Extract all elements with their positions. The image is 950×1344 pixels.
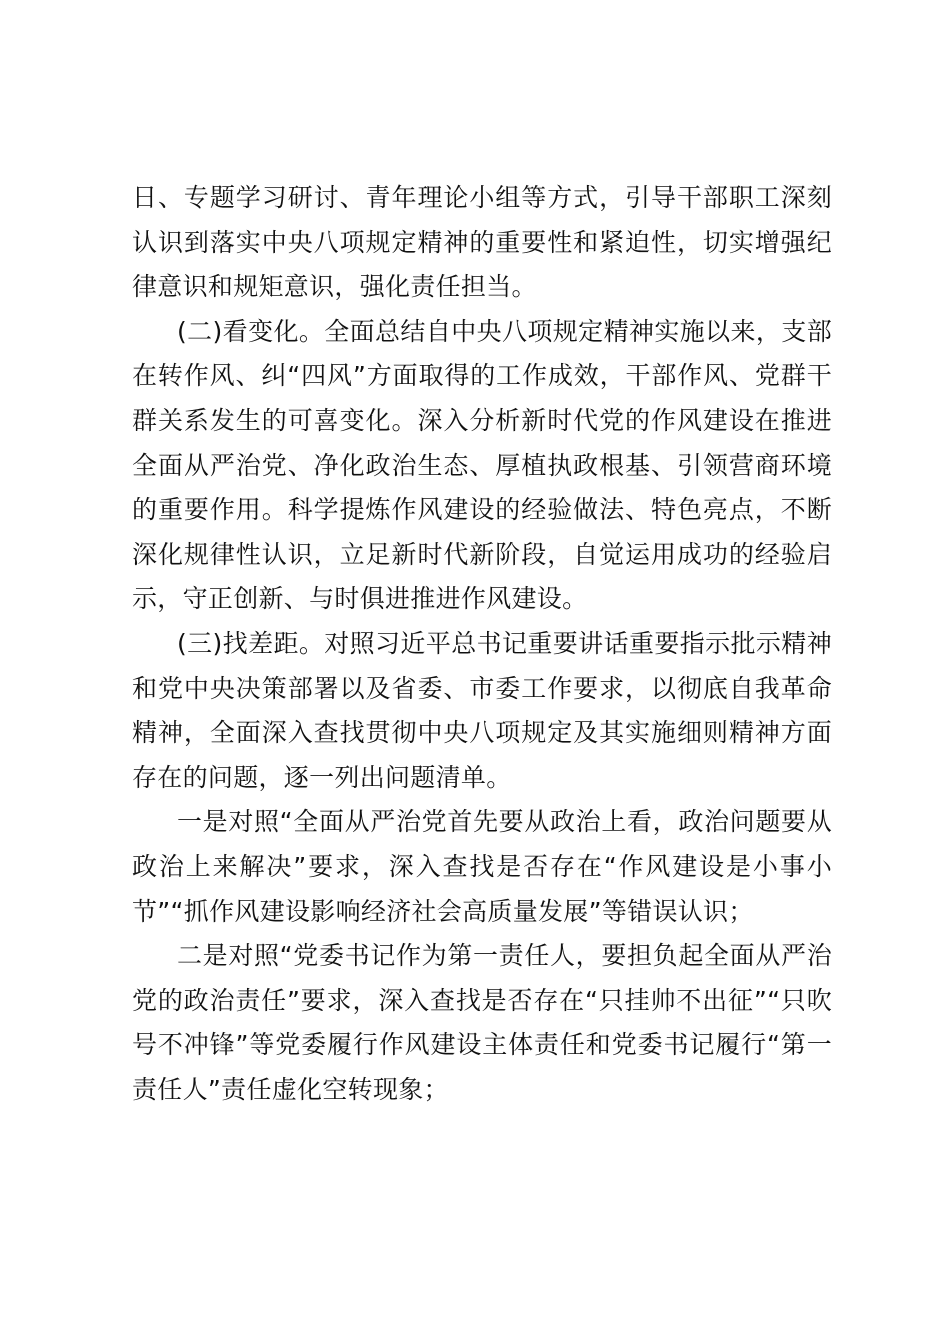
paragraph-section-2: (二)看变化。全面总结自中央八项规定精神实施以来，支部在转作风、纠“四风”方面取得的工作成效，干部作风、党群干群关系发生的可喜变化。深入分析新时代党的作风建设在推进全面从严治党、净化政治生态、厚植执政根基、引领营商环境的重要作用。科学提炼作风建设的经验做法、特色亮点，不断深化规律性认识，立足新时代新阶段，自觉运用成功的经验启示，守正创新、与时俱进推进作风建设。: [132, 316, 832, 614]
paragraph-item-2: 二是对照“党委书记作为第一责任人，要担负起全面从严治党的政治责任”要求，深入查找是否存在“只挂帅不出征”“只吹号不冲锋”等党委履行作风建设主体责任和党委书记履行“第一责任人”责任虚化空转现象；: [132, 941, 832, 1104]
paragraph-continuation: 日、专题学习研讨、青年理论小组等方式，引导干部职工深刻认识到落实中央八项规定精神的重要性和紧迫性，切实增强纪律意识和规矩意识，强化责任担当。: [132, 183, 832, 302]
paragraph-section-3: (三)找差距。对照习近平总书记重要讲话重要指示批示精神和党中央决策部署以及省委、市委工作要求，以彻底自我革命精神，全面深入查找贯彻中央八项规定及其实施细则精神方面存在的问题，逐一列出问题清单。: [132, 628, 832, 792]
document-body: [132, 176, 832, 1112]
paragraph-item-1: 一是对照“全面从严治党首先要从政治上看，政治问题要从政治上来解决”要求，深入查找是否存在“作风建设是小事小节”“抓作风建设影响经济社会高质量发展”等错误认识；: [132, 807, 832, 926]
